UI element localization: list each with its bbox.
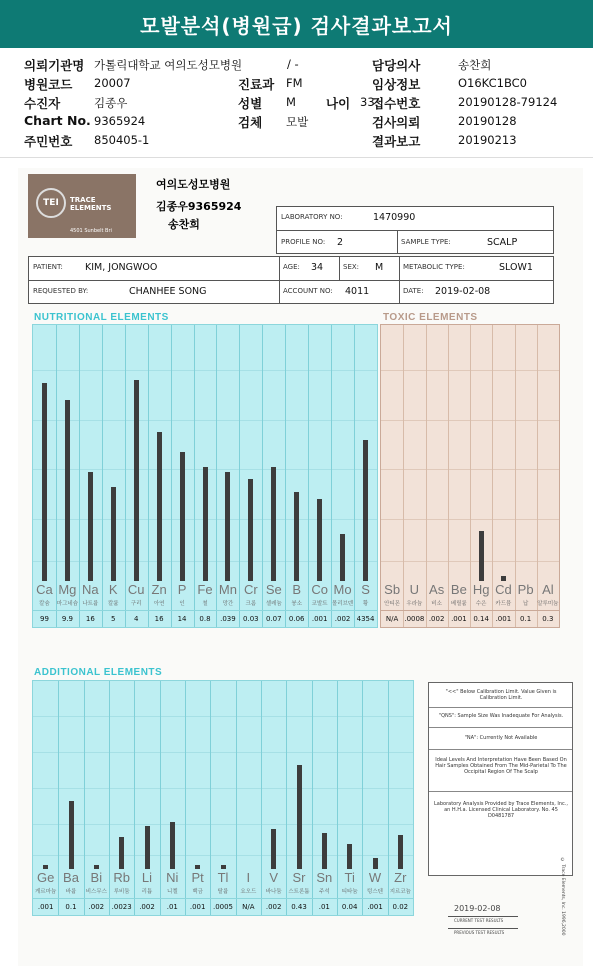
element-korean-name: 카드뮴 [495,601,512,607]
element-korean-name: 코발트 [311,601,328,607]
nutritional-chart [32,324,378,628]
element-korean-name: 주석 [319,889,330,895]
element-symbol: Zr [394,870,407,885]
level-bar-v [271,829,276,869]
level-bar-cr [248,479,253,581]
element-result-value: .002 [428,615,445,623]
level-bar-ba [69,801,74,869]
element-result-value: 0.14 [473,615,489,623]
element-result-value: 14 [177,615,187,623]
element-korean-name: 안티몬 [384,601,401,607]
element-korean-name: 구리 [130,601,142,607]
chart-no-label: Chart No. [24,113,91,128]
element-result-value: 0.02 [392,903,409,911]
element-korean-name: 루비듐 [113,889,130,895]
clinical-info-label: 임상정보 [372,77,421,92]
profile-label: PROFILE NO: [281,238,326,246]
element-result-value: .002 [88,903,105,911]
current-results-caption: CURRENT TEST RESULTS [454,918,504,923]
element-korean-name: 리튬 [141,889,153,895]
gridline [33,370,377,371]
element-result-value: 99 [40,615,49,623]
element-korean-name: 붕소 [291,601,303,607]
element-korean-name: 비스무스 [85,889,107,895]
clinic-value: FM [286,76,303,90]
element-result-value: .002 [265,903,282,911]
element-result-value: .039 [220,615,236,623]
metabolic-value: SLOW1 [499,262,533,273]
level-bar-fe [203,467,208,581]
element-korean-name: 바나듐 [265,889,282,895]
element-result-value: .001 [311,615,328,623]
additional-chart [32,680,414,916]
scan-hospital: 여의도성모병원 [156,178,231,191]
sample-type-value: SCALP [487,237,518,248]
element-result-value: .0005 [212,903,234,911]
gridline [33,420,377,421]
element-symbol: Be [450,582,467,597]
element-symbol: Rb [113,870,130,885]
patient-label: PATIENT: [33,263,63,271]
element-symbol: Cd [495,582,512,597]
element-result-value: .001 [451,615,467,623]
element-result-value: 0.07 [265,615,282,623]
specimen-value: 모발 [286,115,309,129]
element-result-value: 9.9 [61,615,73,623]
level-bar-cu [134,380,139,581]
scan-sex-label: SEX: [343,263,360,271]
element-korean-name: 요오드 [240,889,257,895]
element-result-value: 5 [111,615,116,623]
element-korean-name: 티타늄 [341,889,358,895]
gridline [33,824,413,825]
receipt-value: 20190128-79124 [458,95,558,109]
logo-text: TRACE ELEMENTS [70,196,112,212]
level-bar-sn [322,833,327,869]
element-korean-name: 지르코늄 [389,889,411,895]
element-result-value: .001 [189,903,206,911]
scan-age-value: 34 [311,262,324,273]
level-bar-sr [297,765,302,869]
element-korean-name: 망간 [222,601,234,607]
element-result-value: .001 [37,903,54,911]
element-korean-name: 게르마늄 [35,889,57,895]
element-result-value: .001 [367,903,383,911]
element-symbol: As [429,582,445,597]
level-bar-ca [42,383,47,581]
patient-value: KIM, JONGWOO [85,262,158,273]
previous-results-caption: PREVIOUS TEST RESULTS [454,930,505,935]
resident-no-value: 850405-1 [94,133,150,147]
element-symbol: Fe [197,582,213,597]
element-korean-name: 텅스텐 [367,889,383,895]
nutritional-title: NUTRITIONAL ELEMENTS [34,312,169,323]
age-value: 33 [360,95,375,109]
element-symbol: I [246,870,251,885]
level-bar-rb [119,837,124,869]
institution-label: 의뢰기관명 [24,58,85,73]
lab-no-label: LABORATORY NO: [281,213,343,221]
patient-info-box [28,256,554,304]
element-korean-name: 스트론튬 [288,889,310,895]
date-label: DATE: [403,287,424,295]
element-symbol: Mn [218,582,237,597]
doctor-value: 송찬희 [458,58,492,72]
scan-doctor: 송찬희 [168,218,200,231]
scan-patient-id: 김종우9365924 [156,200,242,213]
level-bar-pt [195,865,200,869]
chart-no-value: 9365924 [94,114,146,128]
gridline [33,788,413,789]
level-bar-co [317,499,322,581]
note-laboratory: Laboratory Analysis Provided by Trace Elements, Inc., an H.H.a. Licensed Clinical Laboratory. No. 45 D0481787 [434,801,568,819]
level-bar-na [88,472,93,581]
result-row-divider [33,610,377,611]
requested-by-label: REQUESTED BY: [33,287,89,295]
tei-emblem-icon: TEI [36,188,66,218]
element-symbol: Zn [151,582,167,597]
notes-box [428,682,573,876]
element-symbol: Mg [58,582,77,597]
age-label: 나이 [326,96,351,111]
sample-type-label: SAMPLE TYPE: [401,238,451,246]
toxic-title: TOXIC ELEMENTS [383,312,478,323]
report-header [0,52,593,152]
recipient-value: 김종우 [94,96,128,110]
level-bar-tl [221,865,226,869]
element-symbol: Co [311,582,328,597]
element-symbol: Hg [472,582,490,597]
element-result-value: 0.3 [542,615,554,623]
element-korean-name: 니켈 [167,889,178,895]
element-symbol: Se [265,582,282,597]
level-bar-w [373,858,378,869]
element-result-value: 0.04 [341,903,358,911]
level-bar-cd [501,576,506,581]
resident-no-label: 주민번호 [24,134,73,149]
result-row-divider [33,898,413,899]
lab-info-box [276,206,554,254]
element-symbol: Ni [166,870,179,885]
sex-value: M [286,95,296,109]
element-korean-name: 황 [362,601,369,607]
recipient-label: 수진자 [24,96,61,111]
level-bar-hg [479,531,484,581]
element-symbol: Ca [36,582,53,597]
request-date-label: 검사의뢰 [372,115,421,130]
element-result-value: .0023 [111,903,132,911]
level-bar-k [111,487,116,581]
element-korean-name: 몰리브덴 [331,601,354,607]
level-bar-bi [94,865,99,869]
level-bar-se [271,467,276,581]
gridline [33,855,413,856]
element-result-value: .01 [166,903,178,911]
element-symbol: V [269,870,278,885]
requested-by-value: CHANHEE SONG [129,286,207,297]
element-korean-name: 납 [522,601,529,607]
date-value: 2019-02-08 [435,286,491,297]
element-result-value: 0.43 [291,903,307,911]
element-symbol: Mo [333,582,352,597]
gridline [33,716,413,717]
sex-label: 성별 [238,96,263,111]
element-symbol: P [177,582,187,597]
element-korean-name: 철 [202,601,208,607]
element-korean-name: 칼륨 [107,601,119,607]
level-bar-mn [225,472,230,581]
note-qns: "QNS": Sample Size Was Inadequate For Analysis. [438,713,564,719]
lab-no-value: 1470990 [373,212,416,223]
element-korean-name: 탈륨 [217,889,229,895]
note-calibration: "<<" Below Calibration Limit. Value Given is Calibration Limit. [445,689,557,701]
element-korean-name: 나트륨 [82,601,99,607]
element-symbol: Sb [384,582,401,597]
element-korean-name: 비소 [431,601,442,607]
level-bar-ge [43,865,48,869]
note-na: "NA": Currently Not Available [464,735,538,741]
element-result-value: 4354 [356,615,375,623]
element-result-value: .002 [334,615,351,623]
result-row-divider [381,610,559,611]
element-symbol: B [292,582,302,597]
element-symbol: Bi [90,870,103,885]
element-result-value: 0.1 [65,903,77,911]
note-ideal-levels: Ideal Levels And Interpretation Have Been Based On Hair Samples Obtained From The Mid-Parietal To The Occipital Region Of The Scalp [435,757,567,775]
element-symbol: S [361,582,370,597]
element-result-value: 0.8 [199,615,211,623]
element-korean-name: 아연 [153,601,165,607]
element-symbol: Pt [191,870,204,885]
institution-value: 가톨릭대학교 여의도성모병원 [94,58,243,72]
element-symbol: Na [82,582,99,597]
element-symbol: Tl [217,870,229,885]
element-symbol: Ba [63,870,79,885]
metabolic-label: METABOLIC TYPE: [403,263,465,271]
logo-address: 4501 Sunbelt Bri [70,228,112,234]
level-bar-mg [65,400,70,581]
account-label: ACCOUNT NO: [283,287,333,295]
element-korean-name: 바륨 [65,889,77,895]
clinic-label: 진료과 [238,77,275,92]
header-divider [0,157,593,158]
element-result-value: 0.03 [243,615,259,623]
element-korean-name: 크롬 [245,601,257,607]
level-bar-p [180,452,185,581]
element-korean-name: 칼슘 [39,601,50,607]
element-korean-name: 마그네슘 [56,601,79,607]
hospital-code-label: 병원코드 [24,77,73,92]
level-bar-s [363,440,368,581]
department-value: / - [287,57,299,71]
level-bar-b [294,492,299,581]
element-result-value: N/A [242,903,255,911]
doctor-label: 담당의사 [372,58,421,73]
element-symbol: Pb [517,582,534,597]
element-korean-name: 알루미늄 [537,601,559,607]
element-symbol: W [368,870,382,885]
scan-age-label: AGE: [283,263,300,271]
account-value: 4011 [345,286,370,297]
element-result-value: .0008 [404,615,425,623]
level-bar-zn [157,432,162,581]
level-bar-ni [170,822,175,869]
additional-title: ADDITIONAL ELEMENTS [34,667,163,678]
gridline [33,752,413,753]
element-result-value: 16 [154,615,164,623]
level-bar-ti [347,844,352,869]
scan-sex-value: M [375,262,384,273]
element-symbol: Li [141,870,153,885]
element-symbol: Ti [344,870,355,885]
element-symbol: Ge [36,870,55,885]
element-result-value: 0.06 [288,615,305,623]
element-symbol: Cr [243,582,258,597]
element-symbol: U [409,582,420,597]
level-bar-li [145,826,150,869]
copyright-note: © Trace Elements, Inc. 1996,2000 [560,858,565,936]
element-symbol: K [108,582,118,597]
scanned-report [18,168,583,966]
level-bar-mo [340,534,345,581]
clinical-info-value: O16KC1BC0 [458,76,527,90]
element-symbol: Al [542,582,554,597]
report-date-label: 결과보고 [372,134,421,149]
request-date-value: 20190128 [458,114,517,128]
element-result-value: .01 [318,903,330,911]
element-result-value: .002 [139,903,155,911]
element-symbol: Cu [127,582,145,597]
element-korean-name: 수은 [475,601,487,607]
element-korean-name: 우라늄 [406,601,423,607]
level-bar-zr [398,835,403,869]
receipt-label: 접수번호 [372,96,421,111]
element-result-value: .001 [495,615,512,623]
element-korean-name: 백금 [192,889,203,895]
element-result-value: 0.1 [520,615,532,623]
element-result-value: 16 [85,615,95,623]
report-title: 모발분석(병원급) 검사결과보고서 [0,0,593,48]
element-result-value: 4 [133,615,139,623]
element-korean-name: 셀레늄 [265,601,282,607]
hospital-code-value: 20007 [94,76,131,90]
trace-elements-logo [28,174,136,238]
element-korean-name: 베릴륨 [450,601,467,607]
profile-value: 2 [337,237,344,248]
report-date-value: 20190213 [458,133,517,147]
element-symbol: Sr [292,870,306,885]
specimen-label: 검체 [238,115,263,130]
element-result-value: N/A [385,615,399,623]
element-korean-name: 인 [179,601,185,607]
element-symbol: Sn [316,870,333,885]
toxic-chart [380,324,560,628]
signature-date: 2019-02-08 [454,904,501,913]
